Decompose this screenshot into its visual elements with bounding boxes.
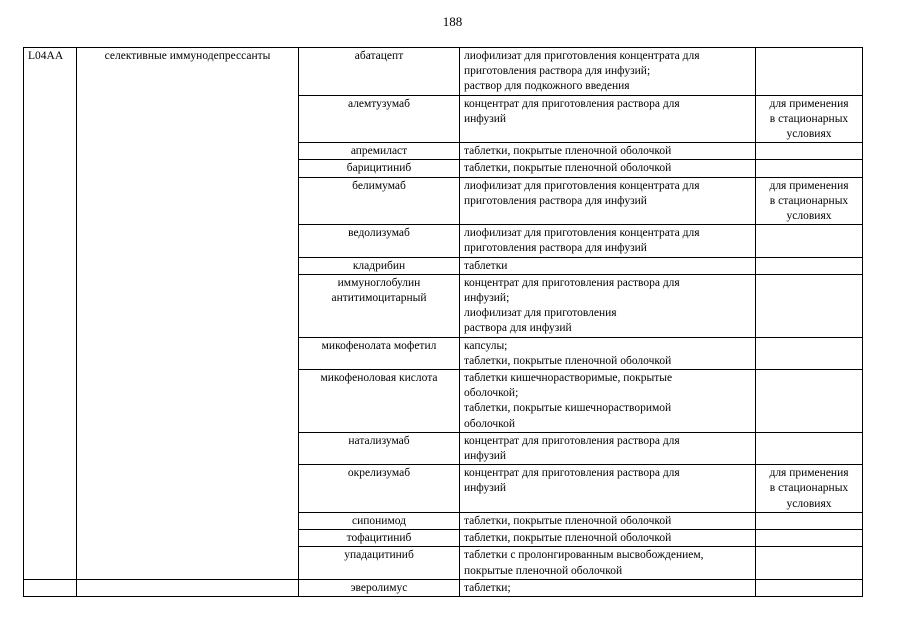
table-row (24, 579, 863, 596)
dosage-form-line: таблетки, покрытые пленочной оболочкой (464, 162, 672, 175)
drug-name-cell (299, 530, 460, 547)
drug-name-cell (299, 512, 460, 529)
note-line: для применения (769, 179, 849, 192)
drug-name-cell (299, 257, 460, 274)
note-line: в стационарных (769, 194, 849, 207)
drug-name-cell (299, 177, 460, 225)
dosage-form-cell (460, 160, 756, 177)
note-line: в стационарных (769, 112, 849, 125)
dosage-form-line: таблетки, покрытые пленочной оболочкой (464, 145, 672, 158)
drug-name-line: белимумаб (352, 179, 406, 192)
atc-code-cell: L04AA (24, 48, 77, 580)
drug-name-line: апремиласт (350, 145, 408, 158)
dosage-form-cell: таблетки; (460, 579, 756, 596)
note-cell (756, 512, 863, 529)
dosage-form-line: оболочкой; (464, 387, 519, 400)
drug-name-cell (299, 547, 460, 579)
drug-name-cell (299, 432, 460, 464)
note-cell (756, 257, 863, 274)
drug-name-line: натализумаб (348, 434, 410, 447)
dosage-form-cell (460, 177, 756, 225)
empty-cell (24, 579, 77, 596)
empty-cell (77, 579, 299, 596)
note-line: условиях (786, 128, 832, 141)
drug-name-cell (299, 160, 460, 177)
drug-name-cell (299, 48, 460, 96)
drug-name-line: тофацитиниб (346, 532, 412, 545)
drug-name-line: окрелизумаб (347, 467, 411, 480)
dosage-form-line: инфузий (464, 450, 507, 463)
dosage-form-cell (460, 432, 756, 464)
dosage-form-line: лиофилизат для приготовления концентрата для (464, 50, 700, 62)
note-cell (756, 432, 863, 464)
note-cell (756, 579, 863, 596)
drug-name-line: абатацепт (354, 50, 404, 62)
table-body (24, 48, 863, 597)
dosage-form-cell (460, 547, 756, 579)
dosage-form-line: таблетки (464, 259, 508, 272)
drug-name-line: микофеноловая кислота (320, 372, 438, 385)
note-cell (756, 177, 863, 225)
dosage-form-line: оболочкой (464, 417, 516, 430)
atc-group-cell: селективные иммунодепрессанты (77, 48, 299, 580)
drug-name-line: упадацитиниб (344, 549, 414, 562)
note-line: условиях (786, 497, 832, 510)
drug-name-cell (299, 337, 460, 369)
dosage-form-cell (460, 143, 756, 160)
note-cell (756, 160, 863, 177)
note-cell (756, 95, 863, 143)
dosage-form-cell (460, 257, 756, 274)
note-cell (756, 225, 863, 257)
dosage-form-line: инфузий (464, 112, 507, 125)
dosage-form-line: покрытые пленочной оболочкой (464, 564, 623, 577)
drug-name-line: барицитиниб (346, 162, 412, 175)
drug-name-line: сипонимод (351, 514, 407, 527)
dosage-form-line: концентрат для приготовления раствора для (464, 467, 680, 480)
dosage-form-cell (460, 48, 756, 96)
dosage-form-cell (460, 337, 756, 369)
table-row (24, 48, 863, 96)
dosage-form-line: концентрат для приготовления раствора для (464, 276, 680, 289)
note-cell (756, 274, 863, 337)
drug-name-line: кладрибин (352, 259, 406, 272)
dosage-form-line: инфузий (464, 482, 507, 495)
drug-name-line: антитимоцитарный (331, 292, 427, 305)
drug-name-cell (299, 225, 460, 257)
dosage-form-line: таблетки, покрытые пленочной оболочкой (464, 532, 672, 545)
drug-name-line: ведолизумаб (348, 227, 410, 240)
drug-name-cell (299, 143, 460, 160)
dosage-form-cell (460, 512, 756, 529)
drug-name-line: алемтузумаб (347, 97, 410, 110)
dosage-form-line: концентрат для приготовления раствора для (464, 434, 680, 447)
dosage-form-line: раствора для инфузий (464, 322, 572, 335)
drug-table (23, 47, 863, 597)
dosage-form-line: приготовления раствора для инфузий; (464, 65, 651, 78)
dosage-form-line: приготовления раствора для инфузий (464, 242, 647, 255)
dosage-form-line: таблетки, покрытые пленочной оболочкой (464, 354, 672, 367)
dosage-form-line: лиофилизат для приготовления концентрата для (464, 227, 700, 240)
dosage-form-cell (460, 370, 756, 433)
drug-name-line: иммуноглобулин (337, 276, 421, 289)
dosage-form-line: лиофилизат для приготовления концентрата для (464, 179, 700, 192)
dosage-form-cell (460, 95, 756, 143)
dosage-form-line: раствор для подкожного введения (464, 80, 630, 93)
drug-name-cell (299, 95, 460, 143)
note-line: в стационарных (769, 482, 849, 495)
drug-name-cell (299, 370, 460, 433)
dosage-form-cell (460, 274, 756, 337)
dosage-form-line: инфузий; (464, 292, 510, 305)
note-cell (756, 370, 863, 433)
dosage-form-line: приготовления раствора для инфузий (464, 194, 647, 207)
note-cell (756, 547, 863, 579)
dosage-form-cell (460, 530, 756, 547)
dosage-form-line: капсулы; (464, 339, 508, 352)
page-number: 188 (442, 14, 463, 29)
drug-name-cell: эверолимус (299, 579, 460, 596)
dosage-form-cell (460, 225, 756, 257)
note-line: для применения (769, 97, 849, 110)
drug-name-line: микофенолата мофетил (321, 339, 437, 352)
dosage-form-cell (460, 465, 756, 513)
dosage-form-line: концентрат для приготовления раствора для (464, 97, 680, 110)
dosage-form-line: лиофилизат для приготовления (464, 307, 617, 320)
note-cell (756, 48, 863, 96)
dosage-form-line: таблетки кишечнорастворимые, покрытые (464, 372, 673, 385)
dosage-form-line: таблетки, покрытые пленочной оболочкой (464, 514, 672, 527)
dosage-form-line: таблетки, покрытые кишечнорастворимой (464, 402, 672, 415)
dosage-form-line: таблетки с пролонгированным высвобождением, (464, 549, 704, 562)
note-line: условиях (786, 210, 832, 223)
note-cell (756, 530, 863, 547)
note-cell (756, 337, 863, 369)
note-line: для применения (769, 467, 849, 480)
drug-name-cell (299, 274, 460, 337)
note-cell (756, 465, 863, 513)
note-cell (756, 143, 863, 160)
drug-name-cell (299, 465, 460, 513)
